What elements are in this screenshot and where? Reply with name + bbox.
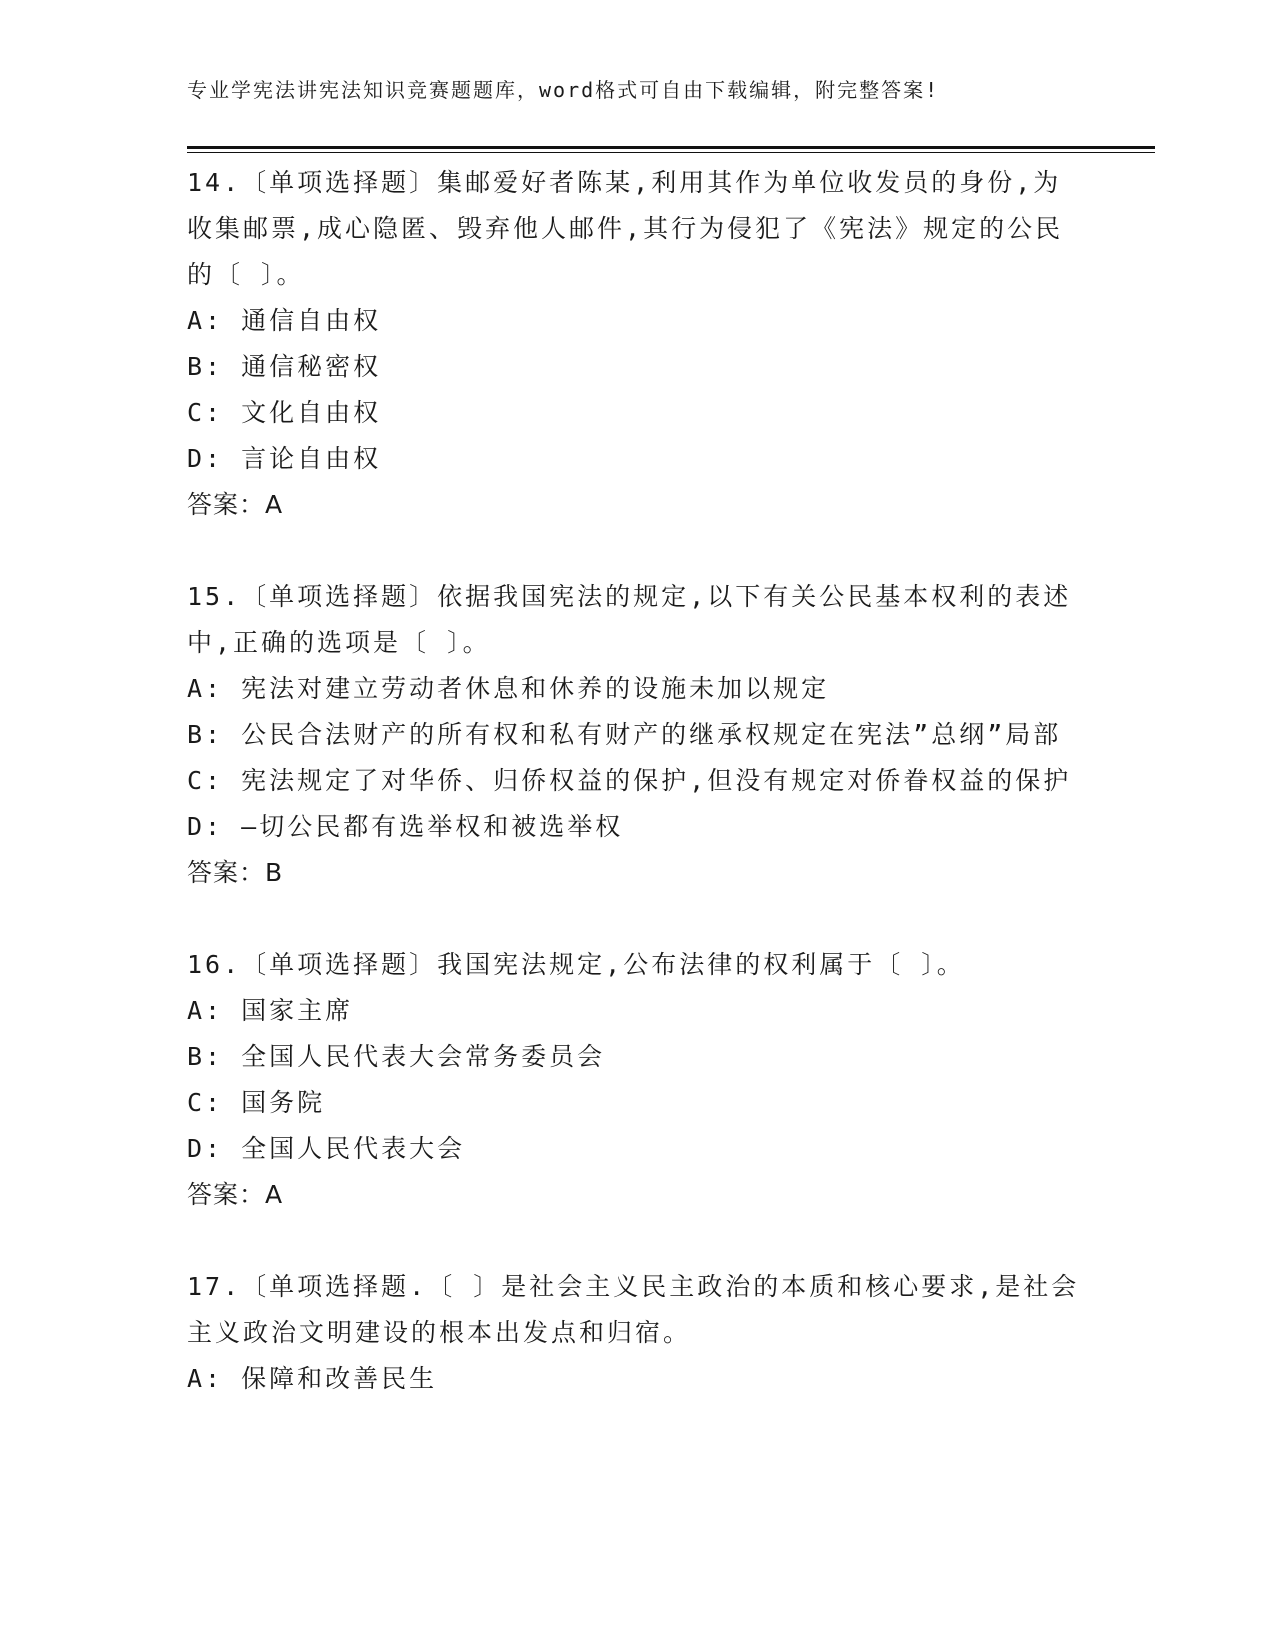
question-stem: 16.〔单项选择题〕我国宪法规定,公布法律的权利属于〔 〕。 bbox=[187, 950, 965, 979]
option-d: D: —切公民都有选举权和被选举权 bbox=[187, 812, 624, 841]
option-b: B: 通信秘密权 bbox=[187, 352, 382, 381]
question-stem: 14.〔单项选择题〕集邮爱好者陈某,利用其作为单位收发员的身份,为收集邮票,成心隐匿、毁弃他人邮件,其行为侵犯了《宪法》规定的公民的〔 〕。 bbox=[187, 168, 1064, 289]
option-a: A: 通信自由权 bbox=[187, 306, 382, 335]
option-a: A: 宪法对建立劳动者休息和休养的设施未加以规定 bbox=[187, 674, 830, 703]
answer: 答案：A bbox=[187, 1180, 284, 1209]
option-c: C: 国务院 bbox=[187, 1088, 326, 1117]
option-b: B: 全国人民代表大会常务委员会 bbox=[187, 1042, 606, 1071]
option-d: D: 全国人民代表大会 bbox=[187, 1134, 466, 1163]
option-a: A: 国家主席 bbox=[187, 996, 354, 1025]
option-c: C: 宪法规定了对华侨、归侨权益的保护,但没有规定对侨眷权益的保护 bbox=[187, 766, 1072, 795]
question-17 bbox=[187, 1264, 1087, 1402]
header-rule bbox=[187, 146, 1155, 149]
question-stem: 17.〔单项选择题.〔 〕是社会主义民主政治的本质和核心要求,是社会主义政治文明建设的根本出发点和归宿。 bbox=[187, 1272, 1080, 1347]
option-d: D: 言论自由权 bbox=[187, 444, 382, 473]
question-14 bbox=[187, 160, 1087, 528]
option-b: B: 公民合法财产的所有权和私有财产的继承权规定在宪法”总纲”局部 bbox=[187, 720, 1062, 749]
option-a: A: 保障和改善民生 bbox=[187, 1364, 438, 1393]
question-16 bbox=[187, 942, 1087, 1218]
answer: 答案：A bbox=[187, 490, 284, 519]
question-15 bbox=[187, 574, 1087, 896]
document-header: 专业学宪法讲宪法知识竞赛题题库，word格式可自由下载编辑，附完整答案! bbox=[187, 78, 940, 102]
header-rule-thin bbox=[187, 152, 1155, 153]
option-c: C: 文化自由权 bbox=[187, 398, 382, 427]
answer: 答案：B bbox=[187, 858, 284, 887]
question-stem: 15.〔单项选择题〕依据我国宪法的规定,以下有关公民基本权利的表述中,正确的选项是〔 〕。 bbox=[187, 582, 1072, 657]
question-list bbox=[187, 160, 1087, 1448]
